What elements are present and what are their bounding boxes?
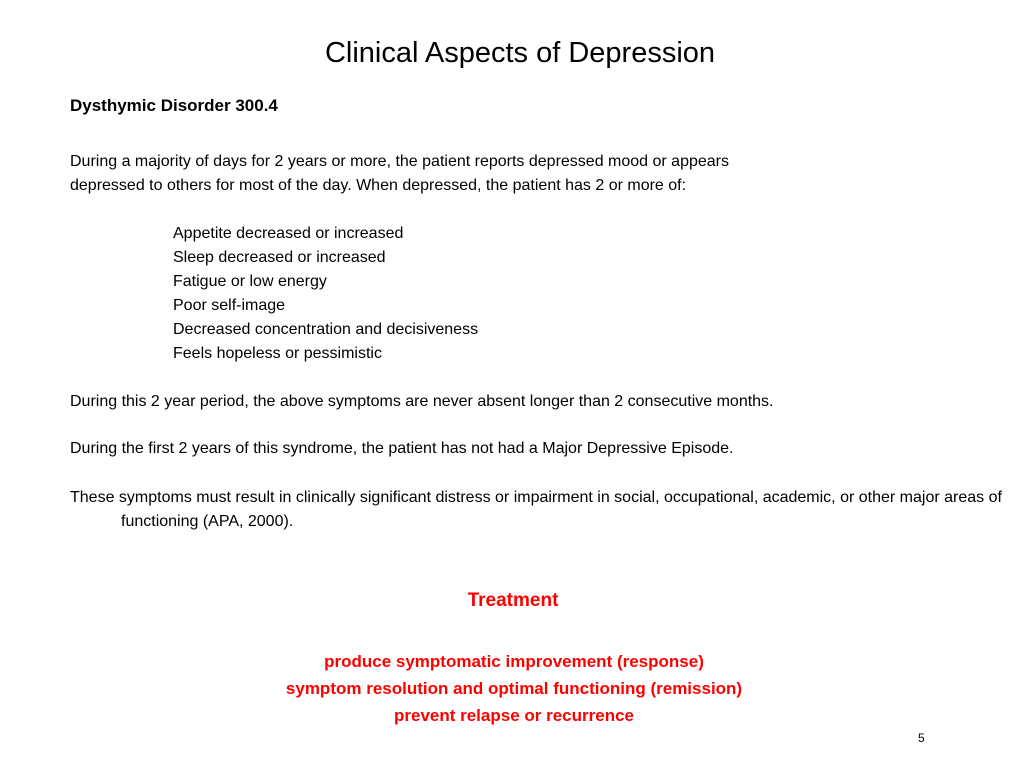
criterion-duration: During this 2 year period, the above symptoms are never absent longer than 2 consecutive months. [70, 393, 774, 410]
disorder-subtitle: Dysthymic Disorder 300.4 [70, 96, 278, 115]
intro-line-2: depressed to others for most of the day. When depressed, the patient has 2 or more of: [70, 177, 687, 194]
symptom-item: Decreased concentration and decisiveness [173, 321, 479, 338]
symptom-item: Poor self-image [173, 297, 286, 314]
criterion-impairment: These symptoms must result in clinically significant distress or impairment in social, occupational, academic, or other major areas of functioning (APA, 2000). [70, 489, 1002, 530]
criterion-no-major-episode: During the first 2 years of this syndrome, the patient has not had a Major Depressive Episode. [70, 440, 734, 457]
treatment-goal: prevent relapse or recurrence [393, 706, 634, 725]
page-number: 5 [918, 731, 925, 745]
symptom-item: Sleep decreased or increased [173, 249, 386, 266]
symptom-list [173, 222, 478, 366]
treatment-goal: symptom resolution and optimal functioning (remission) [285, 679, 743, 698]
symptom-item: Fatigue or low energy [173, 273, 327, 290]
intro-line-1: During a majority of days for 2 years or more, the patient reports depressed mood or appears [70, 153, 729, 170]
slide-title: Clinical Aspects of Depression [324, 37, 716, 69]
symptom-item: Feels hopeless or pessimistic [173, 345, 382, 362]
treatment-goals-list [0, 648, 1024, 729]
symptom-item: Appetite decreased or increased [173, 225, 404, 242]
treatment-heading: Treatment [467, 590, 559, 611]
treatment-goal: produce symptomatic improvement (response) [324, 652, 704, 671]
